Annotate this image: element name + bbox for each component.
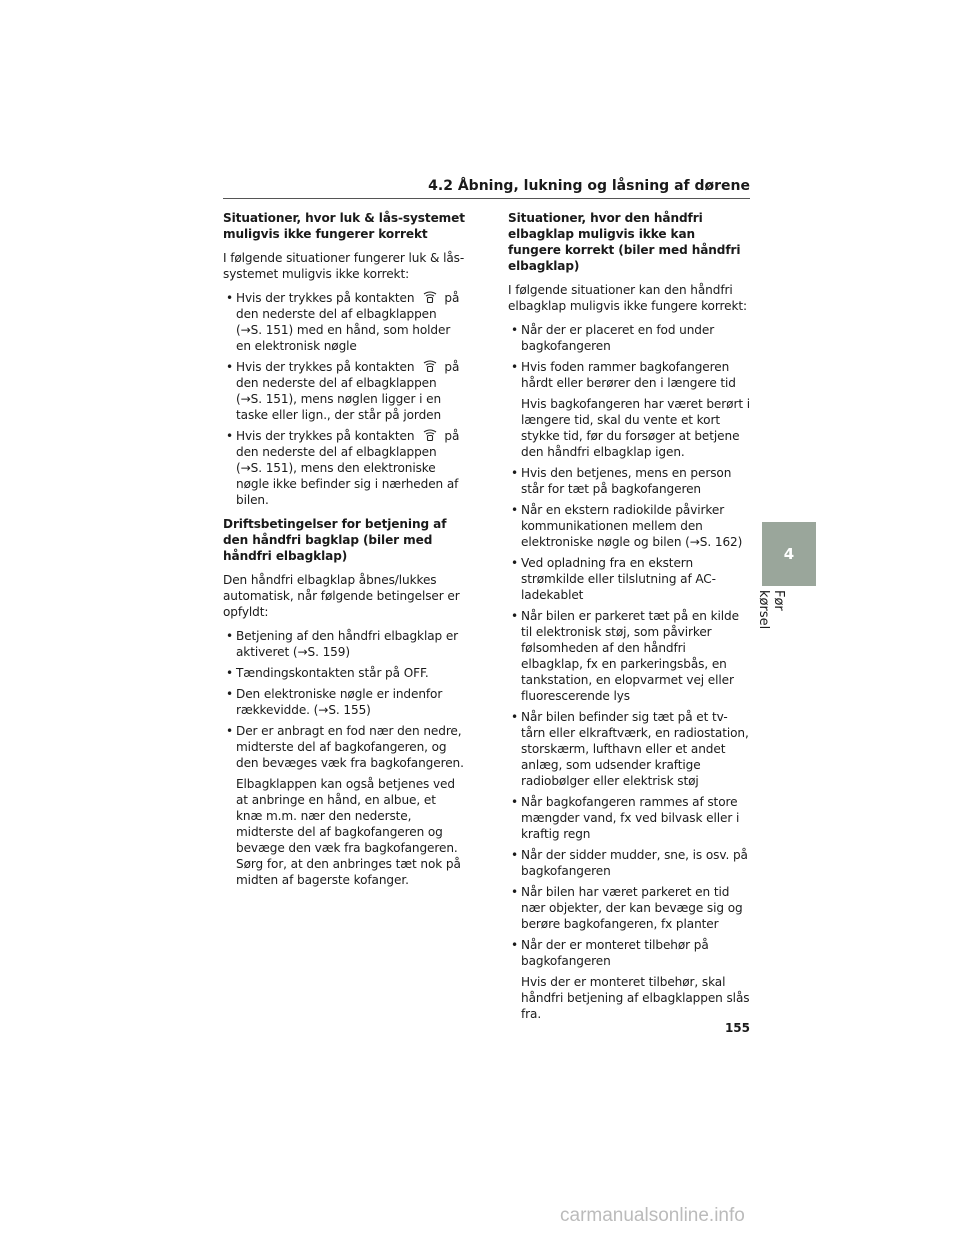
intro-tailgate-malfunction: I følgende situationer kan den håndfri elbagklap muligvis ikke fungere korrekt:: [508, 283, 747, 313]
watermark: carmanualsonline.info: [560, 1205, 745, 1226]
list-operating-conditions: [223, 628, 465, 888]
list-item: • Når der er placeret en fod under bagkofangeren: [508, 322, 750, 354]
list-item: • Når bilen er parkeret tæt på en kilde til elektronisk støj, som påvirker følsomheden af den håndfri elbagklap, fx en parkeringsbås, en tankstation, en elopvarmet vej eller fluorescerende lys: [508, 608, 750, 704]
list-item: [223, 723, 465, 888]
heading-lock-system: Situationer, hvor luk & lås-systemet muligvis ikke fungerer korrekt: [223, 211, 465, 241]
list-item: • Betjening af den håndfri elbagklap er aktiveret (→S. 159): [223, 628, 465, 660]
list-item: • Når en ekstern radiokilde påvirker kommunikationen mellem den elektroniske nøgle og bilen (→S. 162): [508, 502, 750, 550]
list-item-note: Hvis bagkofangeren har været berørt i længere tid, skal du vente et kort stykke tid, før du forsøger at betjene den håndfri elbagklap igen.: [521, 397, 750, 459]
list-item-note: Hvis der er monteret tilbehør, skal håndfri betjening af elbagklappen slås fra.: [521, 975, 750, 1021]
list-item: [508, 937, 750, 1022]
list-item: [223, 290, 465, 354]
list-item-text: på den nederste del af elbagklappen (→S. 151), mens nøglen ligger i en taske eller lign., der står på jorden: [236, 360, 460, 422]
section-title: 4.2 Åbning, lukning og låsning af dørene: [428, 178, 750, 194]
chapter-label: Før kørsel: [756, 590, 786, 630]
list-item-text: på den nederste del af elbagklappen (→S. 151), mens den elektroniske nøgle ikke befinder sig i nærheden af bilen.: [236, 429, 460, 507]
list-item: • Hvis den betjenes, mens en person står for tæt på bagkofangeren: [508, 465, 750, 497]
list-item: • Når der sidder mudder, sne, is osv. på bagkofangeren: [508, 847, 750, 879]
list-item: • Tændingskontakten står på OFF.: [223, 665, 465, 681]
heading-tailgate-malfunction: Situationer, hvor den håndfri elbagklap muligvis ikke kan fungere korrekt (biler med håndfri elbagklap): [508, 211, 741, 273]
list-tailgate-situations: [508, 322, 750, 1022]
list-item-text: på den nederste del af elbagklappen (→S. 151) med en hånd, som holder en elektronisk nøgle: [236, 291, 460, 353]
list-item: • Den elektroniske nøgle er indenfor rækkevidde. (→S. 155): [223, 686, 465, 718]
tailgate-switch-icon: [422, 428, 438, 442]
list-item-text: • Hvis foden rammer bagkofangeren hårdt eller berører den i længere tid: [521, 360, 736, 390]
list-item: • Ved opladning fra en ekstern strømkilde eller tilslutning af AC-ladekablet: [508, 555, 750, 603]
list-item-text: Hvis der trykkes på kontakten: [236, 429, 415, 443]
list-item-text: • Når der er monteret tilbehør på bagkofangeren: [521, 938, 709, 968]
list-item-text: • Der er anbragt en fod nær den nedre, midterste del af bagkofangeren, og den bevæges væk fra bagkofangeren.: [236, 724, 464, 770]
list-item: • Når bagkofangeren rammes af store mængder vand, fx ved bilvask eller i kraftig regn: [508, 794, 750, 842]
list-item: • Når bilen befinder sig tæt på et tv-tårn eller elkraftværk, en radiostation, storskærm, lufthavn eller et andet anlæg, som udsender kraftige radiobølger eller elektrisk støj: [508, 709, 750, 789]
list-item: [223, 359, 465, 423]
list-item-note: Elbagklappen kan også betjenes ved at anbringe en hånd, en albue, et knæ m.m. nær den nederste, midterste del af bagkofangeren og bevæge den væk fra bagkofangeren. Sørg for, at den anbringes tæt nok på midten af bagerste kofanger.: [236, 777, 461, 887]
list-item: [223, 428, 465, 508]
right-column: [508, 210, 750, 1030]
chapter-number: 4: [783, 545, 795, 563]
tailgate-switch-icon: [422, 359, 438, 373]
intro-lock-system: I følgende situationer fungerer luk & lås-systemet muligvis ikke korrekt:: [223, 251, 465, 281]
tailgate-switch-icon: [422, 290, 438, 304]
list-item-text: Hvis der trykkes på kontakten: [236, 360, 415, 374]
intro-operating-conditions: Den håndfri elbagklap åbnes/lukkes automatisk, når følgende betingelser er opfyldt:: [223, 573, 460, 619]
heading-operating-conditions: Driftsbetingelser for betjening af den håndfri bagklap (biler med håndfri elbagklap): [223, 517, 447, 563]
header-rule: [223, 198, 750, 199]
list-item-text: Hvis der trykkes på kontakten: [236, 291, 415, 305]
list-item: [508, 359, 750, 460]
list-lock-situations: [223, 290, 465, 508]
left-column: [223, 210, 465, 896]
list-item: • Når bilen har været parkeret en tid nær objekter, der kan bevæge sig og berøre bagkofangeren, fx planter: [508, 884, 750, 932]
page-number: 155: [724, 1021, 750, 1035]
